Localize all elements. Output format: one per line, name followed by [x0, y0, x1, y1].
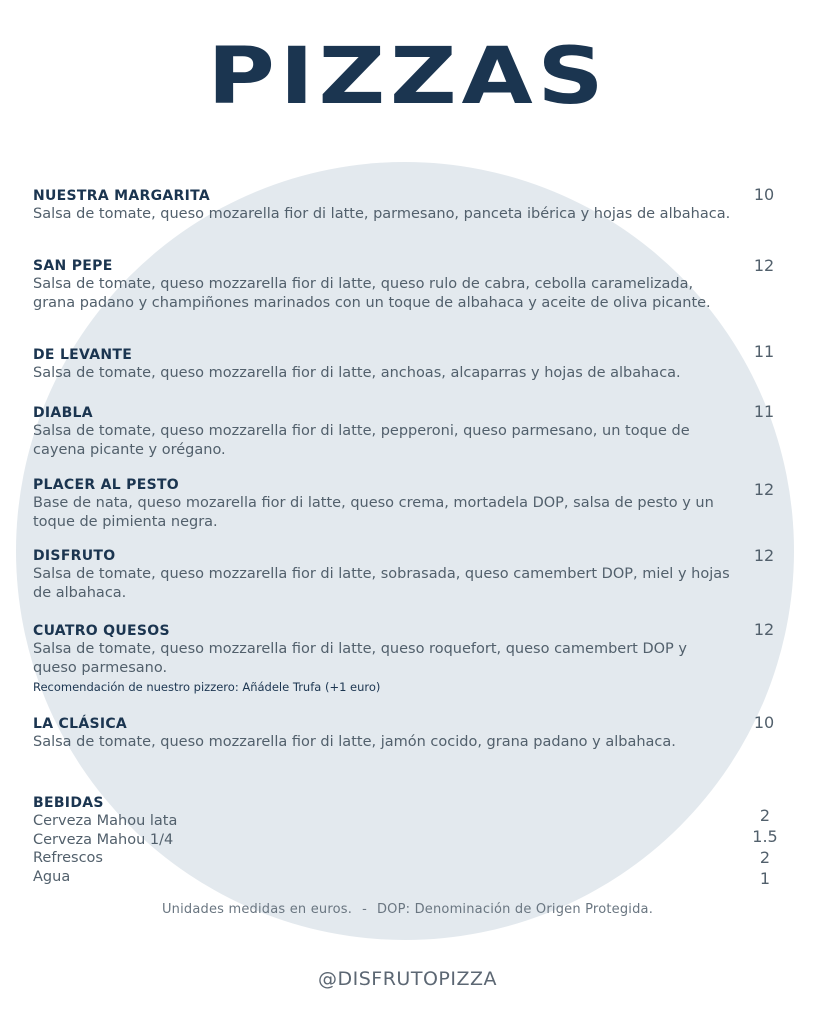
menu-item-name: LA CLÁSICA: [33, 716, 128, 732]
social-handle: @DISFRUTOPIZZA: [318, 968, 497, 990]
menu-item: [33, 622, 733, 695]
menu-item-description: Salsa de tomate, queso mozarella fior di latte, parmesano, panceta ibérica y hojas de albahaca.: [33, 206, 731, 222]
menu-item-name: DIABLA: [33, 405, 93, 421]
menu-item-price: 10: [753, 185, 775, 204]
menu-item-price: 12: [753, 620, 775, 639]
menu-item-price: 10: [753, 713, 775, 732]
menu-item-name: DE LEVANTE: [33, 347, 133, 363]
units-note: Unidades medidas en euros.: [161, 902, 353, 917]
menu-item-recommendation: Recomendación de nuestro pizzero: Añádele Trufa (+1 euro): [33, 680, 381, 694]
menu-item-price: 12: [753, 546, 775, 565]
drink-price: 2: [759, 848, 771, 867]
menu-item-description: Salsa de tomate, queso mozzarella fior di latte, sobrasada, queso camembert DOP, miel y hojas de albahaca.: [33, 566, 730, 601]
menu-item-name: CUATRO QUESOS: [33, 623, 170, 639]
menu-item-price: 11: [753, 402, 775, 421]
menu-item-name: SAN PEPE: [33, 258, 113, 274]
menu-item: [33, 476, 733, 531]
menu-item: [33, 187, 733, 224]
menu-item: [33, 257, 733, 312]
menu-item-price: 12: [753, 256, 775, 275]
menu-item-price: 12: [753, 480, 775, 499]
menu-item: [33, 346, 733, 383]
menu-item-name: PLACER AL PESTO: [33, 477, 179, 493]
drink-price: 1.5: [752, 827, 778, 846]
drink-name: Agua: [33, 869, 71, 885]
menu-item-description: Salsa de tomate, queso mozzarella fior di latte, jamón cocido, grana padano y albahaca.: [33, 734, 676, 750]
page-title: [0, 32, 815, 122]
menu-item-description: Salsa de tomate, queso mozzarella fior di latte, queso rulo de cabra, cebolla caramelizada, grana padano y champiñones marinados con un toque de albahaca y aceite de oliva picante.: [33, 276, 711, 311]
footnote-separator: -: [362, 902, 367, 917]
menu-item-price: 11: [753, 342, 775, 361]
drink-name: Cerveza Mahou 1/4: [33, 832, 174, 848]
menu-item: [33, 547, 733, 602]
menu-item-description: Base de nata, queso mozarella fior di latte, queso crema, mortadela DOP, salsa de pesto y un toque de pimienta negra.: [33, 495, 714, 530]
menu-item-name: NUESTRA MARGARITA: [33, 188, 211, 204]
drink-price: 2: [759, 806, 771, 825]
page-title-text: PIZZAS: [206, 32, 609, 122]
menu-item-description: Salsa de tomate, queso mozzarella fior di latte, anchoas, alcaparras y hojas de albahaca.: [33, 365, 681, 381]
menu-item-name: DISFRUTO: [33, 548, 116, 564]
drink-name: Refrescos: [33, 850, 103, 866]
menu-item: [33, 715, 733, 752]
menu-item-description: Salsa de tomate, queso mozzarella fior di latte, pepperoni, queso parmesano, un toque de cayena picante y orégano.: [33, 423, 690, 458]
menu-item: [33, 404, 733, 459]
drinks-heading: BEBIDAS: [33, 795, 104, 811]
dop-note: DOP: Denominación de Origen Protegida.: [376, 902, 654, 917]
menu-item-description: Salsa de tomate, queso mozzarella fior di latte, queso roquefort, queso camembert DOP y queso parmesano.: [33, 641, 687, 676]
drink-price: 1: [759, 869, 771, 888]
drink-name: Cerveza Mahou lata: [33, 813, 178, 829]
footnote: [0, 902, 815, 917]
